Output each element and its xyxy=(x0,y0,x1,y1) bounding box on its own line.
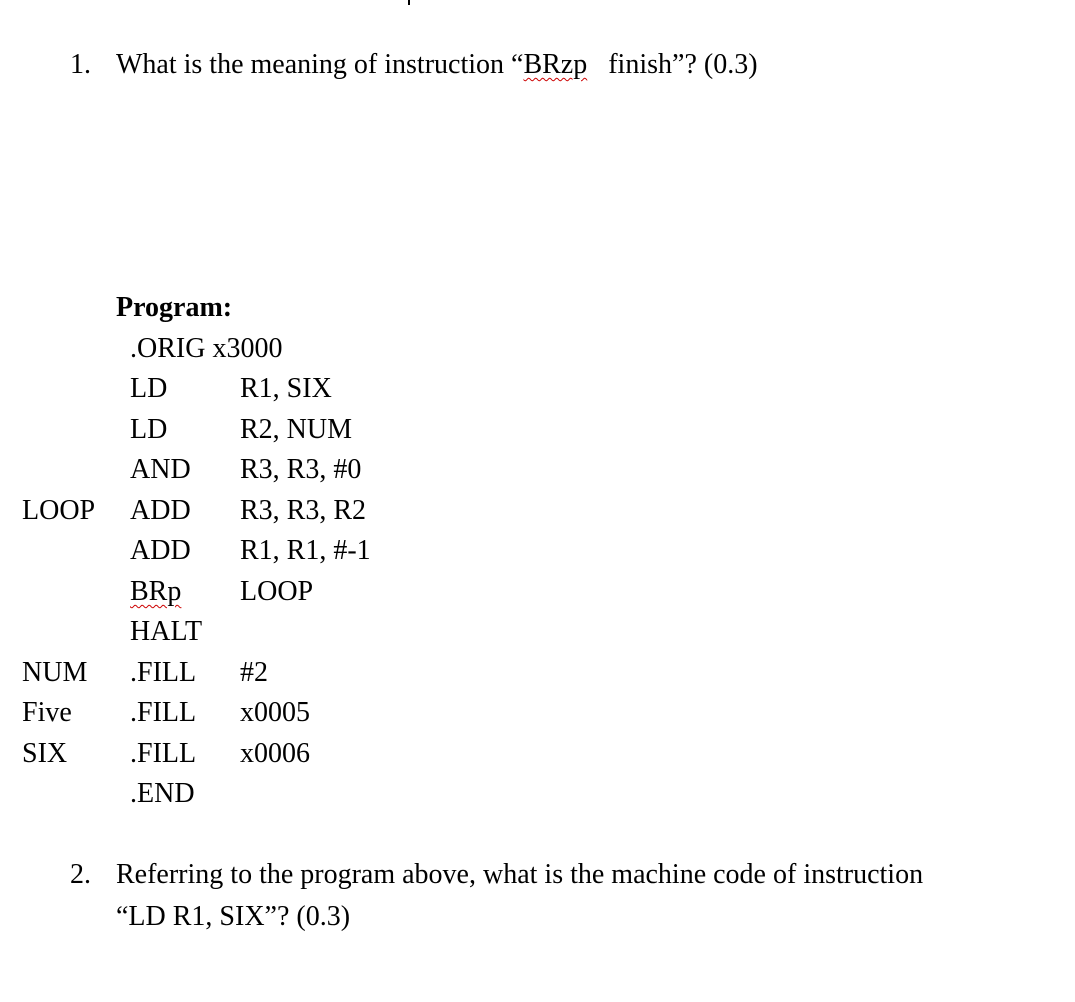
program-op: .END xyxy=(130,778,195,809)
program-args: LOOP xyxy=(240,576,314,607)
program-line xyxy=(0,612,1075,652)
program-op: LD xyxy=(130,414,168,445)
program-line xyxy=(0,369,1075,409)
question-2-number: 2. xyxy=(70,859,91,890)
program-op: .FILL xyxy=(130,738,197,769)
question-2 xyxy=(70,854,924,932)
question-2-line-1: Referring to the program above, what is the machine code of instruction xyxy=(116,859,924,890)
program-args: R1, R1, #-1 xyxy=(240,535,371,566)
program-title: Program: xyxy=(116,292,233,323)
question-1-text xyxy=(116,44,758,86)
program-args: R3, R3, R2 xyxy=(240,495,367,526)
program-line xyxy=(0,491,1075,531)
question-1-number: 1. xyxy=(70,49,91,80)
program-op: AND xyxy=(130,454,191,485)
program-op: .ORIG x3000 xyxy=(130,333,283,364)
program-args: R2, NUM xyxy=(240,414,353,445)
program-line xyxy=(0,774,1075,814)
program-op: HALT xyxy=(130,616,203,647)
program-label: SIX xyxy=(22,738,68,769)
question-1 xyxy=(70,44,758,86)
program-op: .FILL xyxy=(130,657,197,688)
program-op: BRp xyxy=(130,576,182,607)
program-line xyxy=(0,693,1075,733)
program-op: LD xyxy=(130,373,168,404)
program-op: ADD xyxy=(130,535,191,566)
program-args: #2 xyxy=(240,657,268,688)
program-line xyxy=(0,734,1075,774)
program-op: ADD xyxy=(130,495,191,526)
program-line xyxy=(0,450,1075,490)
program-line xyxy=(0,572,1075,612)
program-args: x0005 xyxy=(240,697,310,728)
program-line xyxy=(0,653,1075,693)
program-args: R1, SIX xyxy=(240,373,332,404)
program-line xyxy=(0,410,1075,450)
program-args: R3, R3, #0 xyxy=(240,454,362,485)
question-1-text-before: What is the meaning of instruction “ xyxy=(116,49,524,80)
program-line xyxy=(0,329,1075,369)
question-2-line-2: “LD R1, SIX”? (0.3) xyxy=(116,901,351,932)
question-1-highlight: BRzp xyxy=(523,49,588,80)
program-label: Five xyxy=(22,697,72,728)
question-1-text-after: finish”? (0.3) xyxy=(587,49,758,80)
program-op: .FILL xyxy=(130,697,197,728)
program-line xyxy=(0,531,1075,571)
program-label: NUM xyxy=(22,657,88,688)
program-label: LOOP xyxy=(22,495,96,526)
page-top-mark xyxy=(408,0,410,5)
program-args: x0006 xyxy=(240,738,310,769)
